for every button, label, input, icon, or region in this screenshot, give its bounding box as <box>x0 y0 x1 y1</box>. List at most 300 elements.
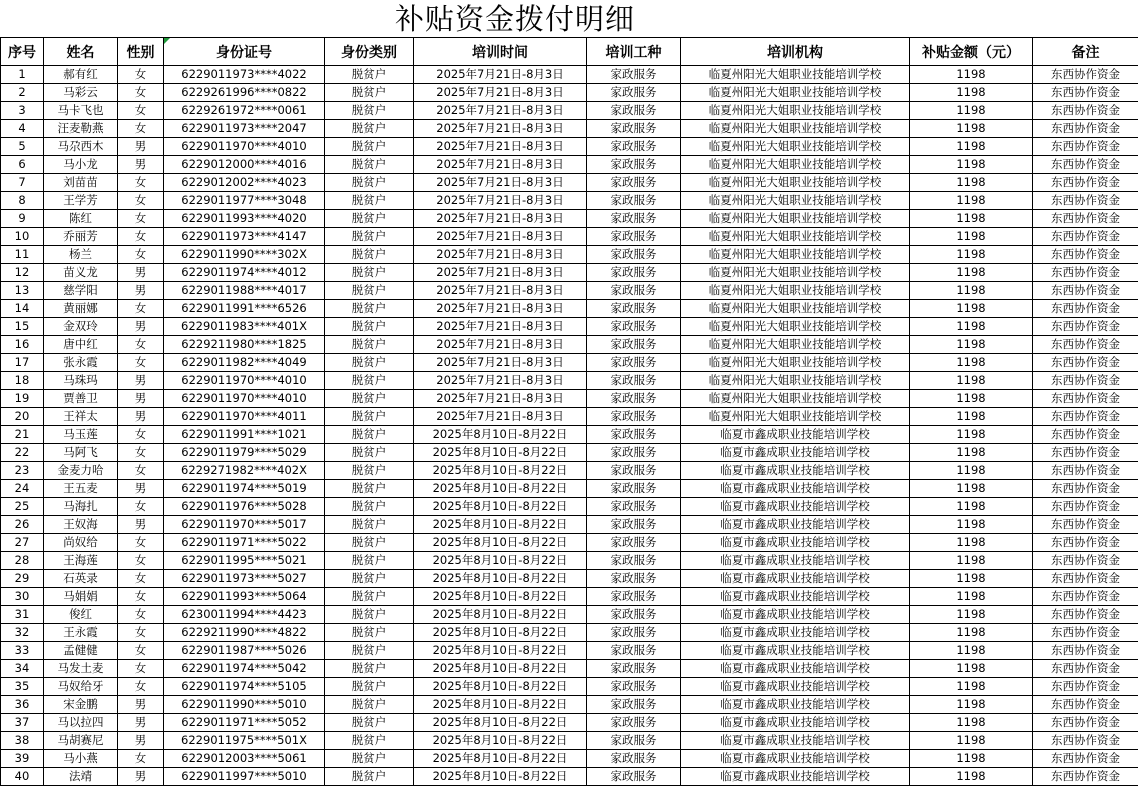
cell-id-number[interactable]: 6229011970****4010 <box>164 390 325 408</box>
cell-identity-type[interactable]: 脱贫户 <box>325 624 414 642</box>
cell-subsidy-amount[interactable]: 1198 <box>910 354 1033 372</box>
cell-index[interactable]: 34 <box>1 660 44 678</box>
cell-identity-type[interactable]: 脱贫户 <box>325 750 414 768</box>
cell-remarks[interactable]: 东西协作资金 <box>1033 498 1138 516</box>
cell-training-institution[interactable]: 临夏州阳光大姐职业技能培训学校 <box>681 156 910 174</box>
cell-index[interactable]: 32 <box>1 624 44 642</box>
cell-name[interactable]: 王永霞 <box>44 624 118 642</box>
cell-training-trade[interactable]: 家政服务 <box>587 516 681 534</box>
cell-gender[interactable]: 男 <box>118 768 164 786</box>
cell-id-number[interactable]: 6229261996****0822 <box>164 84 325 102</box>
cell-identity-type[interactable]: 脱贫户 <box>325 426 414 444</box>
cell-index[interactable]: 24 <box>1 480 44 498</box>
cell-id-number[interactable]: 6229011973****4147 <box>164 228 325 246</box>
cell-index[interactable]: 22 <box>1 444 44 462</box>
cell-training-institution[interactable]: 临夏市鑫成职业技能培训学校 <box>681 588 910 606</box>
cell-training-trade[interactable]: 家政服务 <box>587 552 681 570</box>
cell-training-trade[interactable]: 家政服务 <box>587 444 681 462</box>
cell-subsidy-amount[interactable]: 1198 <box>910 210 1033 228</box>
cell-training-institution[interactable]: 临夏市鑫成职业技能培训学校 <box>681 480 910 498</box>
cell-training-institution[interactable]: 临夏市鑫成职业技能培训学校 <box>681 426 910 444</box>
cell-subsidy-amount[interactable]: 1198 <box>910 570 1033 588</box>
cell-id-number[interactable]: 6229011970****4010 <box>164 138 325 156</box>
cell-training-institution[interactable]: 临夏市鑫成职业技能培训学校 <box>681 444 910 462</box>
cell-identity-type[interactable]: 脱贫户 <box>325 228 414 246</box>
cell-identity-type[interactable]: 脱贫户 <box>325 534 414 552</box>
cell-index[interactable]: 25 <box>1 498 44 516</box>
cell-index[interactable]: 17 <box>1 354 44 372</box>
cell-identity-type[interactable]: 脱贫户 <box>325 138 414 156</box>
cell-identity-type[interactable]: 脱贫户 <box>325 642 414 660</box>
cell-identity-type[interactable]: 脱贫户 <box>325 192 414 210</box>
cell-id-number[interactable]: 6229012002****4023 <box>164 174 325 192</box>
cell-id-number[interactable]: 6229011977****3048 <box>164 192 325 210</box>
cell-id-number[interactable]: 6229011970****4010 <box>164 372 325 390</box>
cell-name[interactable]: 慈学阳 <box>44 282 118 300</box>
cell-remarks[interactable]: 东西协作资金 <box>1033 480 1138 498</box>
cell-gender[interactable]: 男 <box>118 156 164 174</box>
cell-training-time[interactable]: 2025年7月21日-8月3日 <box>414 102 587 120</box>
cell-id-number[interactable]: 6229011988****4017 <box>164 282 325 300</box>
cell-remarks[interactable]: 东西协作资金 <box>1033 534 1138 552</box>
cell-id-number[interactable]: 6229011975****501X <box>164 732 325 750</box>
cell-training-time[interactable]: 2025年8月10日-8月22日 <box>414 480 587 498</box>
cell-training-institution[interactable]: 临夏州阳光大姐职业技能培训学校 <box>681 336 910 354</box>
cell-identity-type[interactable]: 脱贫户 <box>325 696 414 714</box>
cell-subsidy-amount[interactable]: 1198 <box>910 696 1033 714</box>
cell-training-institution[interactable]: 临夏州阳光大姐职业技能培训学校 <box>681 282 910 300</box>
cell-training-trade[interactable]: 家政服务 <box>587 192 681 210</box>
cell-remarks[interactable]: 东西协作资金 <box>1033 678 1138 696</box>
cell-remarks[interactable]: 东西协作资金 <box>1033 300 1138 318</box>
cell-training-institution[interactable]: 临夏市鑫成职业技能培训学校 <box>681 768 910 786</box>
cell-id-number[interactable]: 6229011993****5064 <box>164 588 325 606</box>
cell-training-trade[interactable]: 家政服务 <box>587 498 681 516</box>
cell-name[interactable]: 俊红 <box>44 606 118 624</box>
cell-index[interactable]: 29 <box>1 570 44 588</box>
cell-identity-type[interactable]: 脱贫户 <box>325 372 414 390</box>
cell-remarks[interactable]: 东西协作资金 <box>1033 354 1138 372</box>
cell-index[interactable]: 19 <box>1 390 44 408</box>
cell-identity-type[interactable]: 脱贫户 <box>325 588 414 606</box>
cell-subsidy-amount[interactable]: 1198 <box>910 426 1033 444</box>
cell-identity-type[interactable]: 脱贫户 <box>325 102 414 120</box>
cell-remarks[interactable]: 东西协作资金 <box>1033 228 1138 246</box>
cell-identity-type[interactable]: 脱贫户 <box>325 318 414 336</box>
cell-id-number[interactable]: 6229011973****2047 <box>164 120 325 138</box>
cell-subsidy-amount[interactable]: 1198 <box>910 534 1033 552</box>
cell-training-institution[interactable]: 临夏市鑫成职业技能培训学校 <box>681 750 910 768</box>
cell-index[interactable]: 1 <box>1 66 44 84</box>
cell-index[interactable]: 8 <box>1 192 44 210</box>
header-index[interactable]: 序号 <box>1 38 44 66</box>
cell-name[interactable]: 马小龙 <box>44 156 118 174</box>
cell-training-trade[interactable]: 家政服务 <box>587 768 681 786</box>
cell-training-trade[interactable]: 家政服务 <box>587 336 681 354</box>
cell-id-number[interactable]: 6229011997****5010 <box>164 768 325 786</box>
cell-subsidy-amount[interactable]: 1198 <box>910 336 1033 354</box>
cell-name[interactable]: 法靖 <box>44 768 118 786</box>
cell-id-number[interactable]: 6229011970****4011 <box>164 408 325 426</box>
cell-subsidy-amount[interactable]: 1198 <box>910 480 1033 498</box>
cell-training-time[interactable]: 2025年8月10日-8月22日 <box>414 660 587 678</box>
header-training-time[interactable]: 培训时间 <box>414 38 587 66</box>
cell-training-institution[interactable]: 临夏市鑫成职业技能培训学校 <box>681 498 910 516</box>
cell-id-number[interactable]: 6229011991****1021 <box>164 426 325 444</box>
cell-training-time[interactable]: 2025年8月10日-8月22日 <box>414 588 587 606</box>
cell-gender[interactable]: 女 <box>118 642 164 660</box>
cell-name[interactable]: 马奴给牙 <box>44 678 118 696</box>
cell-name[interactable]: 马卡飞也 <box>44 102 118 120</box>
header-remarks[interactable]: 备注 <box>1033 38 1138 66</box>
cell-training-institution[interactable]: 临夏市鑫成职业技能培训学校 <box>681 696 910 714</box>
cell-id-number[interactable]: 6229011973****4022 <box>164 66 325 84</box>
cell-gender[interactable]: 女 <box>118 174 164 192</box>
cell-training-time[interactable]: 2025年8月10日-8月22日 <box>414 696 587 714</box>
cell-index[interactable]: 7 <box>1 174 44 192</box>
cell-name[interactable]: 马发土麦 <box>44 660 118 678</box>
cell-index[interactable]: 3 <box>1 102 44 120</box>
cell-remarks[interactable]: 东西协作资金 <box>1033 552 1138 570</box>
cell-index[interactable]: 23 <box>1 462 44 480</box>
cell-index[interactable]: 28 <box>1 552 44 570</box>
cell-name[interactable]: 杨兰 <box>44 246 118 264</box>
cell-name[interactable]: 马珠玛 <box>44 372 118 390</box>
cell-training-time[interactable]: 2025年7月21日-8月3日 <box>414 174 587 192</box>
cell-training-time[interactable]: 2025年7月21日-8月3日 <box>414 390 587 408</box>
cell-training-trade[interactable]: 家政服务 <box>587 606 681 624</box>
cell-training-time[interactable]: 2025年8月10日-8月22日 <box>414 606 587 624</box>
cell-training-institution[interactable]: 临夏州阳光大姐职业技能培训学校 <box>681 174 910 192</box>
cell-training-trade[interactable]: 家政服务 <box>587 174 681 192</box>
cell-training-trade[interactable]: 家政服务 <box>587 84 681 102</box>
cell-id-number[interactable]: 6229211980****1825 <box>164 336 325 354</box>
cell-identity-type[interactable]: 脱贫户 <box>325 552 414 570</box>
cell-name[interactable]: 马尕西木 <box>44 138 118 156</box>
cell-identity-type[interactable]: 脱贫户 <box>325 300 414 318</box>
cell-training-institution[interactable]: 临夏州阳光大姐职业技能培训学校 <box>681 138 910 156</box>
cell-id-number[interactable]: 6229012000****4016 <box>164 156 325 174</box>
cell-subsidy-amount[interactable]: 1198 <box>910 444 1033 462</box>
cell-training-time[interactable]: 2025年8月10日-8月22日 <box>414 444 587 462</box>
cell-training-time[interactable]: 2025年7月21日-8月3日 <box>414 84 587 102</box>
cell-remarks[interactable]: 东西协作资金 <box>1033 156 1138 174</box>
cell-name[interactable]: 马胡赛尼 <box>44 732 118 750</box>
cell-gender[interactable]: 女 <box>118 66 164 84</box>
cell-identity-type[interactable]: 脱贫户 <box>325 336 414 354</box>
cell-training-time[interactable]: 2025年8月10日-8月22日 <box>414 642 587 660</box>
cell-gender[interactable]: 女 <box>118 624 164 642</box>
cell-training-time[interactable]: 2025年7月21日-8月3日 <box>414 408 587 426</box>
cell-training-time[interactable]: 2025年8月10日-8月22日 <box>414 732 587 750</box>
cell-name[interactable]: 金麦力哈 <box>44 462 118 480</box>
cell-index[interactable]: 6 <box>1 156 44 174</box>
cell-gender[interactable]: 女 <box>118 84 164 102</box>
cell-remarks[interactable]: 东西协作资金 <box>1033 588 1138 606</box>
cell-subsidy-amount[interactable]: 1198 <box>910 300 1033 318</box>
header-id-number[interactable] <box>164 38 325 66</box>
cell-subsidy-amount[interactable]: 1198 <box>910 750 1033 768</box>
cell-gender[interactable]: 女 <box>118 606 164 624</box>
cell-training-institution[interactable]: 临夏州阳光大姐职业技能培训学校 <box>681 66 910 84</box>
cell-training-trade[interactable]: 家政服务 <box>587 570 681 588</box>
cell-identity-type[interactable]: 脱贫户 <box>325 408 414 426</box>
cell-index[interactable]: 33 <box>1 642 44 660</box>
cell-gender[interactable]: 男 <box>118 480 164 498</box>
cell-training-trade[interactable]: 家政服务 <box>587 660 681 678</box>
cell-name[interactable]: 王学芳 <box>44 192 118 210</box>
cell-name[interactable]: 金双玲 <box>44 318 118 336</box>
cell-training-trade[interactable]: 家政服务 <box>587 642 681 660</box>
cell-subsidy-amount[interactable]: 1198 <box>910 552 1033 570</box>
cell-identity-type[interactable]: 脱贫户 <box>325 390 414 408</box>
cell-subsidy-amount[interactable]: 1198 <box>910 498 1033 516</box>
cell-training-time[interactable]: 2025年8月10日-8月22日 <box>414 498 587 516</box>
cell-remarks[interactable]: 东西协作资金 <box>1033 336 1138 354</box>
cell-id-number[interactable]: 6229011993****4020 <box>164 210 325 228</box>
header-training-institution[interactable]: 培训机构 <box>681 38 910 66</box>
cell-identity-type[interactable]: 脱贫户 <box>325 354 414 372</box>
cell-training-trade[interactable]: 家政服务 <box>587 102 681 120</box>
cell-gender[interactable]: 男 <box>118 264 164 282</box>
cell-gender[interactable]: 女 <box>118 750 164 768</box>
cell-identity-type[interactable]: 脱贫户 <box>325 282 414 300</box>
cell-remarks[interactable]: 东西协作资金 <box>1033 624 1138 642</box>
cell-id-number[interactable]: 6229011974****4012 <box>164 264 325 282</box>
cell-identity-type[interactable]: 脱贫户 <box>325 66 414 84</box>
cell-index[interactable]: 30 <box>1 588 44 606</box>
cell-name[interactable]: 马海扎 <box>44 498 118 516</box>
cell-name[interactable]: 贾善卫 <box>44 390 118 408</box>
cell-training-time[interactable]: 2025年7月21日-8月3日 <box>414 228 587 246</box>
cell-identity-type[interactable]: 脱贫户 <box>325 264 414 282</box>
cell-training-institution[interactable]: 临夏市鑫成职业技能培训学校 <box>681 606 910 624</box>
cell-id-number[interactable]: 6229011990****5010 <box>164 696 325 714</box>
cell-training-trade[interactable]: 家政服务 <box>587 264 681 282</box>
cell-name[interactable]: 马玉莲 <box>44 426 118 444</box>
cell-remarks[interactable]: 东西协作资金 <box>1033 174 1138 192</box>
cell-gender[interactable]: 女 <box>118 354 164 372</box>
cell-training-institution[interactable]: 临夏州阳光大姐职业技能培训学校 <box>681 354 910 372</box>
cell-training-time[interactable]: 2025年8月10日-8月22日 <box>414 714 587 732</box>
cell-index[interactable]: 26 <box>1 516 44 534</box>
cell-name[interactable]: 苗义龙 <box>44 264 118 282</box>
cell-gender[interactable]: 男 <box>118 282 164 300</box>
cell-gender[interactable]: 女 <box>118 534 164 552</box>
cell-training-time[interactable]: 2025年8月10日-8月22日 <box>414 552 587 570</box>
cell-name[interactable]: 马阿飞 <box>44 444 118 462</box>
cell-subsidy-amount[interactable]: 1198 <box>910 282 1033 300</box>
cell-training-trade[interactable]: 家政服务 <box>587 534 681 552</box>
cell-gender[interactable]: 男 <box>118 138 164 156</box>
cell-remarks[interactable]: 东西协作资金 <box>1033 210 1138 228</box>
cell-name[interactable]: 宋金鹏 <box>44 696 118 714</box>
cell-training-time[interactable]: 2025年7月21日-8月3日 <box>414 336 587 354</box>
cell-gender[interactable]: 女 <box>118 120 164 138</box>
cell-id-number[interactable]: 6229011974****5019 <box>164 480 325 498</box>
cell-gender[interactable]: 男 <box>118 732 164 750</box>
cell-training-time[interactable]: 2025年7月21日-8月3日 <box>414 192 587 210</box>
cell-gender[interactable]: 女 <box>118 678 164 696</box>
cell-subsidy-amount[interactable]: 1198 <box>910 732 1033 750</box>
cell-identity-type[interactable]: 脱贫户 <box>325 462 414 480</box>
cell-training-trade[interactable]: 家政服务 <box>587 138 681 156</box>
cell-gender[interactable]: 男 <box>118 372 164 390</box>
cell-identity-type[interactable]: 脱贫户 <box>325 732 414 750</box>
cell-subsidy-amount[interactable]: 1198 <box>910 228 1033 246</box>
cell-identity-type[interactable]: 脱贫户 <box>325 570 414 588</box>
cell-training-trade[interactable]: 家政服务 <box>587 210 681 228</box>
cell-remarks[interactable]: 东西协作资金 <box>1033 732 1138 750</box>
cell-subsidy-amount[interactable]: 1198 <box>910 768 1033 786</box>
cell-identity-type[interactable]: 脱贫户 <box>325 660 414 678</box>
cell-training-institution[interactable]: 临夏市鑫成职业技能培训学校 <box>681 516 910 534</box>
cell-training-institution[interactable]: 临夏市鑫成职业技能培训学校 <box>681 732 910 750</box>
header-training-trade[interactable]: 培训工种 <box>587 38 681 66</box>
cell-training-institution[interactable]: 临夏市鑫成职业技能培训学校 <box>681 570 910 588</box>
cell-training-institution[interactable]: 临夏州阳光大姐职业技能培训学校 <box>681 102 910 120</box>
cell-training-trade[interactable]: 家政服务 <box>587 732 681 750</box>
cell-training-institution[interactable]: 临夏市鑫成职业技能培训学校 <box>681 642 910 660</box>
cell-identity-type[interactable]: 脱贫户 <box>325 498 414 516</box>
cell-training-time[interactable]: 2025年8月10日-8月22日 <box>414 462 587 480</box>
cell-subsidy-amount[interactable]: 1198 <box>910 642 1033 660</box>
cell-gender[interactable]: 女 <box>118 102 164 120</box>
cell-gender[interactable]: 女 <box>118 246 164 264</box>
cell-training-trade[interactable]: 家政服务 <box>587 318 681 336</box>
cell-training-trade[interactable]: 家政服务 <box>587 354 681 372</box>
cell-index[interactable]: 12 <box>1 264 44 282</box>
cell-subsidy-amount[interactable]: 1198 <box>910 264 1033 282</box>
cell-training-trade[interactable]: 家政服务 <box>587 390 681 408</box>
cell-identity-type[interactable]: 脱贫户 <box>325 714 414 732</box>
cell-training-institution[interactable]: 临夏州阳光大姐职业技能培训学校 <box>681 408 910 426</box>
cell-identity-type[interactable]: 脱贫户 <box>325 210 414 228</box>
cell-training-time[interactable]: 2025年8月10日-8月22日 <box>414 534 587 552</box>
cell-training-trade[interactable]: 家政服务 <box>587 678 681 696</box>
cell-name[interactable]: 王海莲 <box>44 552 118 570</box>
cell-identity-type[interactable]: 脱贫户 <box>325 84 414 102</box>
cell-training-time[interactable]: 2025年8月10日-8月22日 <box>414 570 587 588</box>
cell-name[interactable]: 马以拉四 <box>44 714 118 732</box>
cell-training-institution[interactable]: 临夏州阳光大姐职业技能培训学校 <box>681 192 910 210</box>
cell-index[interactable]: 11 <box>1 246 44 264</box>
cell-training-institution[interactable]: 临夏州阳光大姐职业技能培训学校 <box>681 390 910 408</box>
cell-id-number[interactable]: 6229211990****4822 <box>164 624 325 642</box>
cell-training-trade[interactable]: 家政服务 <box>587 246 681 264</box>
cell-gender[interactable]: 男 <box>118 318 164 336</box>
cell-remarks[interactable]: 东西协作资金 <box>1033 516 1138 534</box>
cell-training-institution[interactable]: 临夏州阳光大姐职业技能培训学校 <box>681 264 910 282</box>
cell-training-time[interactable]: 2025年7月21日-8月3日 <box>414 300 587 318</box>
cell-training-time[interactable]: 2025年7月21日-8月3日 <box>414 138 587 156</box>
cell-index[interactable]: 31 <box>1 606 44 624</box>
cell-name[interactable]: 孟健健 <box>44 642 118 660</box>
cell-gender[interactable]: 女 <box>118 210 164 228</box>
cell-training-time[interactable]: 2025年7月21日-8月3日 <box>414 66 587 84</box>
cell-remarks[interactable]: 东西协作资金 <box>1033 750 1138 768</box>
cell-index[interactable]: 16 <box>1 336 44 354</box>
cell-id-number[interactable]: 6229011991****6526 <box>164 300 325 318</box>
cell-remarks[interactable]: 东西协作资金 <box>1033 66 1138 84</box>
cell-name[interactable]: 陈红 <box>44 210 118 228</box>
cell-id-number[interactable]: 6229011974****5042 <box>164 660 325 678</box>
cell-name[interactable]: 马娟娟 <box>44 588 118 606</box>
cell-remarks[interactable]: 东西协作资金 <box>1033 408 1138 426</box>
cell-training-institution[interactable]: 临夏市鑫成职业技能培训学校 <box>681 714 910 732</box>
cell-index[interactable]: 14 <box>1 300 44 318</box>
cell-remarks[interactable]: 东西协作资金 <box>1033 138 1138 156</box>
cell-gender[interactable]: 男 <box>118 516 164 534</box>
cell-training-trade[interactable]: 家政服务 <box>587 624 681 642</box>
cell-id-number[interactable]: 6229011976****5028 <box>164 498 325 516</box>
cell-gender[interactable]: 女 <box>118 192 164 210</box>
cell-training-time[interactable]: 2025年7月21日-8月3日 <box>414 156 587 174</box>
cell-training-trade[interactable]: 家政服务 <box>587 426 681 444</box>
cell-training-time[interactable]: 2025年8月10日-8月22日 <box>414 768 587 786</box>
cell-index[interactable]: 18 <box>1 372 44 390</box>
cell-subsidy-amount[interactable]: 1198 <box>910 516 1033 534</box>
cell-remarks[interactable]: 东西协作资金 <box>1033 768 1138 786</box>
cell-gender[interactable]: 女 <box>118 552 164 570</box>
cell-training-trade[interactable]: 家政服务 <box>587 228 681 246</box>
cell-gender[interactable]: 女 <box>118 660 164 678</box>
cell-training-time[interactable]: 2025年8月10日-8月22日 <box>414 516 587 534</box>
cell-training-time[interactable]: 2025年7月21日-8月3日 <box>414 210 587 228</box>
header-subsidy-amount[interactable]: 补贴金额（元） <box>910 38 1033 66</box>
cell-id-number[interactable]: 6229011982****4049 <box>164 354 325 372</box>
cell-remarks[interactable]: 东西协作资金 <box>1033 642 1138 660</box>
cell-training-institution[interactable]: 临夏市鑫成职业技能培训学校 <box>681 462 910 480</box>
cell-identity-type[interactable]: 脱贫户 <box>325 246 414 264</box>
cell-remarks[interactable]: 东西协作资金 <box>1033 444 1138 462</box>
cell-subsidy-amount[interactable]: 1198 <box>910 624 1033 642</box>
cell-training-trade[interactable]: 家政服务 <box>587 300 681 318</box>
cell-subsidy-amount[interactable]: 1198 <box>910 246 1033 264</box>
cell-subsidy-amount[interactable]: 1198 <box>910 84 1033 102</box>
cell-training-trade[interactable]: 家政服务 <box>587 66 681 84</box>
cell-name[interactable]: 石英录 <box>44 570 118 588</box>
cell-subsidy-amount[interactable]: 1198 <box>910 318 1033 336</box>
cell-id-number[interactable]: 6229011974****5105 <box>164 678 325 696</box>
cell-identity-type[interactable]: 脱贫户 <box>325 174 414 192</box>
cell-gender[interactable]: 女 <box>118 300 164 318</box>
cell-identity-type[interactable]: 脱贫户 <box>325 156 414 174</box>
cell-remarks[interactable]: 东西协作资金 <box>1033 192 1138 210</box>
cell-index[interactable]: 27 <box>1 534 44 552</box>
cell-index[interactable]: 35 <box>1 678 44 696</box>
cell-subsidy-amount[interactable]: 1198 <box>910 678 1033 696</box>
cell-id-number[interactable]: 6229261972****0061 <box>164 102 325 120</box>
cell-training-institution[interactable]: 临夏州阳光大姐职业技能培训学校 <box>681 228 910 246</box>
cell-identity-type[interactable]: 脱贫户 <box>325 606 414 624</box>
cell-training-institution[interactable]: 临夏市鑫成职业技能培训学校 <box>681 624 910 642</box>
cell-name[interactable]: 张永霞 <box>44 354 118 372</box>
cell-training-trade[interactable]: 家政服务 <box>587 462 681 480</box>
cell-training-institution[interactable]: 临夏市鑫成职业技能培训学校 <box>681 678 910 696</box>
cell-name[interactable]: 唐中红 <box>44 336 118 354</box>
cell-remarks[interactable]: 东西协作资金 <box>1033 660 1138 678</box>
cell-training-trade[interactable]: 家政服务 <box>587 588 681 606</box>
cell-id-number[interactable]: 6229011987****5026 <box>164 642 325 660</box>
cell-training-trade[interactable]: 家政服务 <box>587 750 681 768</box>
cell-training-time[interactable]: 2025年7月21日-8月3日 <box>414 120 587 138</box>
cell-training-institution[interactable]: 临夏市鑫成职业技能培训学校 <box>681 534 910 552</box>
cell-remarks[interactable]: 东西协作资金 <box>1033 606 1138 624</box>
cell-training-institution[interactable]: 临夏州阳光大姐职业技能培训学校 <box>681 84 910 102</box>
cell-id-number[interactable]: 6229012003****5061 <box>164 750 325 768</box>
cell-gender[interactable]: 女 <box>118 228 164 246</box>
